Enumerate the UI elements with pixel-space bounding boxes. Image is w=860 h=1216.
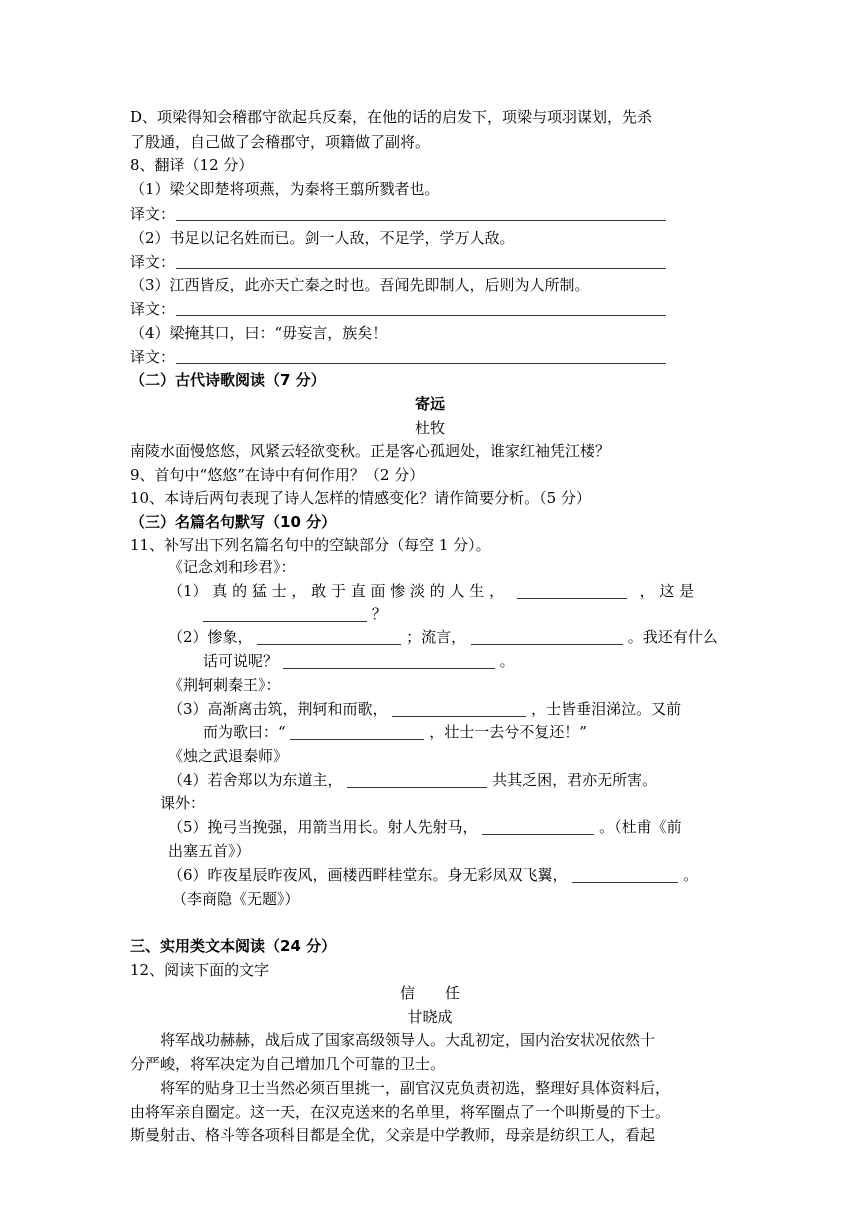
question-12: 12、阅读下面的文字 (130, 961, 270, 979)
answer-blank[interactable] (203, 605, 367, 622)
fill-item-2-line-1 (168, 626, 718, 648)
question-9: 9、首句中“悠悠”在诗中有何作用？（2 分） (130, 466, 425, 484)
translation-answer-line[interactable] (176, 220, 666, 221)
paragraph-2-line-3: 斯曼射击、格斗等各项科目都是全优，父亲是中学教师，母亲是纺织工人，看起 (130, 1126, 656, 1144)
story-author: 甘晓成 (407, 1008, 453, 1026)
translation-label: 译文： (130, 300, 176, 318)
translation-label: 译文： (130, 348, 176, 366)
paragraph-2-line-2: 由将军亲自圈定。这一天，在汉克送来的名单里，将军圈点了一个叫斯曼的下士。 (130, 1103, 671, 1121)
translation-label: 译文： (130, 253, 176, 271)
fill-text: （4）若舍郑以为东道主， (168, 771, 343, 789)
source-title: 《荆轲刺秦王》： (168, 676, 281, 694)
question-8-1: （1）梁父即楚将项燕，为秦将王翦所戮者也。 (130, 180, 440, 198)
fill-text: 而为歌曰：“ (203, 723, 286, 741)
fill-item-1-line-2 (203, 603, 387, 625)
fill-text: ，士皆垂泪涕泣。又前 (531, 700, 682, 718)
translation-label: 译文： (130, 205, 176, 223)
poem-text: 南陵水面慢悠悠，风紧云轻欲变秋。正是客心孤迥处，谁家红袖凭江楼？ (130, 442, 611, 460)
translation-answer-line[interactable] (176, 363, 666, 364)
question-11: 11、补写出下列名篇名句中的空缺部分（每空 1 分）。 (130, 536, 491, 554)
answer-blank[interactable] (482, 818, 594, 835)
fill-text: （5）挽弓当挽强，用箭当用长。射人先射马， (168, 818, 478, 836)
part-3-heading: 三、实用类文本阅读（24 分） (130, 937, 337, 955)
question-8-4: （4）梁掩其口，曰：“毋妄言，族矣！ (130, 324, 388, 342)
fill-item-6-line-1 (168, 864, 698, 886)
fill-text: ，壮士一去兮不复还！” (429, 723, 587, 741)
fill-item-3-line-1 (168, 698, 681, 720)
extracurricular-label: 课外： (160, 794, 206, 812)
section-3-heading: （三）名篇名句默写（10 分） (130, 513, 337, 531)
fill-item-3-line-2 (203, 721, 587, 743)
fill-text: 共其乏困，君亦无所害。 (492, 771, 658, 789)
fill-text: ， 这 是 (639, 582, 695, 600)
answer-blank[interactable] (572, 866, 678, 883)
fill-item-2-line-2 (203, 650, 515, 672)
question-8-3: （3）江西皆反，此亦天亡秦之时也。吾闻先即制人，后则为人所制。 (130, 276, 590, 294)
answer-blank[interactable] (517, 582, 627, 599)
fill-text: 。我还有什么 (627, 628, 718, 646)
fill-item-4 (168, 769, 657, 791)
fill-text: 。 (499, 652, 515, 670)
section-2-heading: （二）古代诗歌阅读（7 分） (130, 371, 326, 389)
fill-item-5-line-2: 出塞五首》） (168, 842, 251, 860)
option-d-line-2: 了殷通，自己做了会稽郡守，项籍做了副将。 (130, 133, 431, 151)
fill-text: ；流言， (406, 628, 467, 646)
poem-title: 寄远 (414, 395, 445, 413)
fill-text: （6）昨夜星辰昨夜风，画楼西畔桂堂东。身无彩凤双飞翼， (168, 866, 568, 884)
paragraph-1-line-2: 分严峻，将军决定为自己增加几个可靠的卫士。 (130, 1055, 446, 1073)
story-title: 信 任 (399, 984, 460, 1002)
fill-text: 。 (683, 866, 699, 884)
answer-blank[interactable] (257, 628, 401, 645)
fill-text: （3）高渐离击筑，荆轲和而歌， (168, 700, 388, 718)
fill-item-5-line-1 (168, 816, 682, 838)
paragraph-2-line-1: 将军的贴身卫士当然必须百里挑一，副官汉克负责初选，整理好具体资料后， (160, 1079, 671, 1097)
fill-text: 话可说呢？ (203, 652, 279, 670)
answer-blank[interactable] (471, 628, 623, 645)
question-10: 10、本诗后两句表现了诗人怎样的情感变化？请作简要分析。（5 分） (130, 489, 591, 507)
translation-answer-line[interactable] (176, 268, 666, 269)
answer-blank[interactable] (283, 652, 495, 669)
fill-text: （2）惨象， (168, 628, 253, 646)
question-8-heading: 8、翻译（12 分） (130, 156, 254, 174)
translation-answer-line[interactable] (176, 315, 666, 316)
answer-blank[interactable] (392, 700, 526, 717)
option-d-line-1: D、项梁得知会稽郡守欲起兵反秦，在他的话的启发下，项梁与项羽谋划，先杀 (130, 108, 653, 126)
fill-text: ？ (371, 605, 387, 623)
fill-item-6-line-2: （李商隐《无题》） (172, 890, 300, 908)
fill-item-1-line-1 (168, 580, 694, 602)
source-title: 《记念刘和珍君》： (168, 558, 296, 576)
fill-text: （1） 真 的 猛 士 ， 敢 于 直 面 惨 淡 的 人 生 ， (168, 582, 505, 600)
paragraph-1-line-1: 将军战功赫赫，战后成了国家高级领导人。大乱初定，国内治安状况依然十 (160, 1031, 656, 1049)
answer-blank[interactable] (290, 723, 424, 740)
question-8-2: （2）书足以记名姓而已。剑一人敌，不足学，学万人敌。 (130, 229, 515, 247)
fill-text: 。（杜甫《前 (599, 818, 682, 836)
poem-author: 杜牧 (414, 419, 445, 437)
source-title: 《烛之武退秦师》 (168, 747, 289, 765)
answer-blank[interactable] (347, 771, 487, 788)
